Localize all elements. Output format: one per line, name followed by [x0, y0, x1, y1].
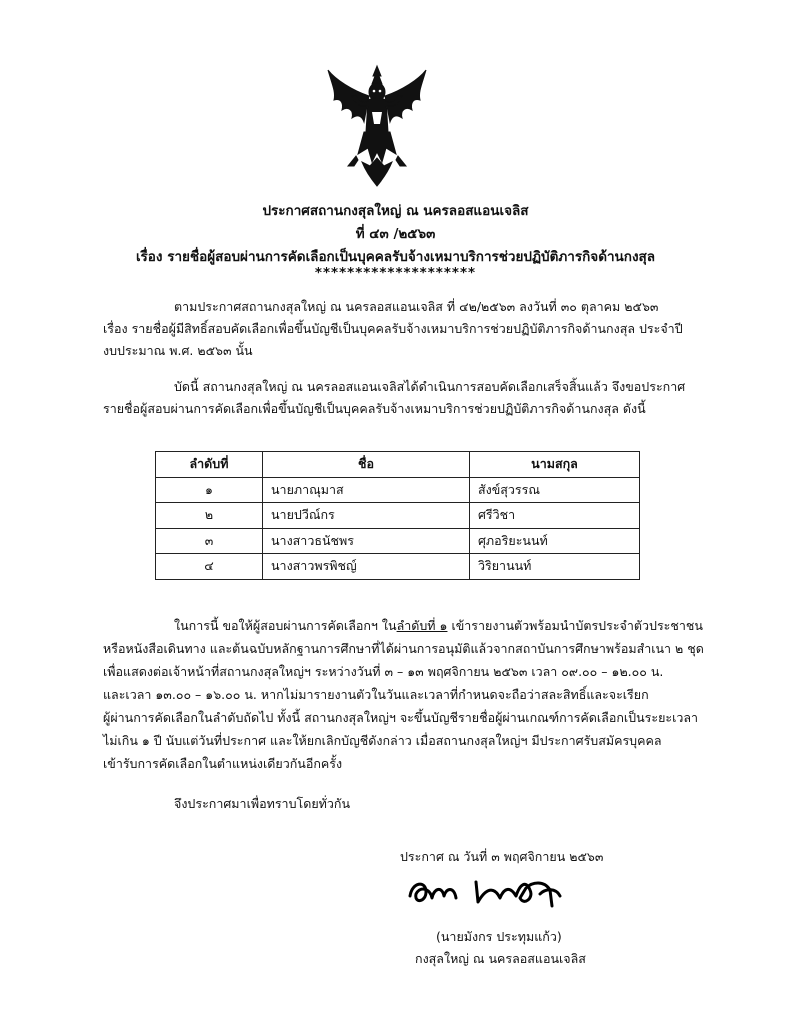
table-row [156, 528, 640, 554]
paragraph-1-line-3: งบประมาณ พ.ศ. ๒๕๖๓ นั้น [103, 343, 253, 358]
paragraph-3-line-4: และเวลา ๑๓.๐๐ – ๑๖.๐๐ น. หากไม่มารายงานตัวในวันและเวลาที่กำหนดจะถือว่าสละสิทธิ์และจะเรียก [103, 687, 649, 702]
garuda-emblem [322, 62, 432, 190]
paragraph-3-line-2: หรือหนังสือเดินทาง และต้นฉบับหลักฐานการศึกษาที่ได้ผ่านการอนุมัติแล้วจากสถาบันการศึกษาพร้อมสำเนา ๒ ชุด [103, 641, 704, 656]
table-row [156, 477, 640, 503]
underlined-rank: ลำดับที่ ๑ [396, 618, 448, 633]
table-row [156, 503, 640, 529]
row-number: ๑ [156, 477, 263, 503]
table-row [156, 554, 640, 580]
row-name: นางสาวธนัชพร [263, 528, 470, 554]
row-name: นางสาวพรพิชญ์ [263, 554, 470, 580]
column-header-order: ลำดับที่ [156, 452, 263, 478]
paragraph-1-line-2: เรื่อง รายชื่อผู้มีสิทธิ์สอบคัดเลือกเพื่อขึ้นบัญชีเป็นบุคคลรับจ้างเหมาบริการช่วยปฏิบัติภารกิจด้านกงสุล ประจำปี [103, 321, 683, 336]
row-surname: ศุภอริยะนนท์ [470, 528, 640, 554]
column-header-surname: นามสกุล [470, 452, 640, 478]
row-name: นายภาณุมาส [263, 477, 470, 503]
row-surname: วิริยานนท์ [470, 554, 640, 580]
closing-statement: จึงประกาศมาเพื่อทราบโดยทั่วกัน [174, 796, 351, 811]
paragraph-3-line-1 [174, 615, 774, 637]
signatory-position: กงสุลใหญ่ ณ นครลอสแอนเจลิส [415, 951, 586, 966]
table-header-row [156, 452, 640, 478]
row-number: ๒ [156, 503, 263, 529]
row-number: ๔ [156, 554, 263, 580]
announcement-date: ประกาศ ณ วันที่ ๓ พฤศจิกายน ๒๕๖๓ [400, 849, 604, 864]
paragraph-2-line-2: รายชื่อผู้สอบผ่านการคัดเลือกเพื่อขึ้นบัญชีเป็นบุคคลรับจ้างเหมาบริการช่วยปฏิบัติภารกิจด้านกงสุล ดังนี้ [103, 401, 646, 416]
announcement-number: ที่ ๔๓ /๒๕๖๓ [355, 226, 436, 242]
announcement-subject: เรื่อง รายชื่อผู้สอบผ่านการคัดเลือกเป็นบุคคลรับจ้างเหมาบริการช่วยปฏิบัติภารกิจด้านกงสุล [135, 249, 656, 265]
column-header-name: ชื่อ [263, 452, 470, 478]
paragraph-2-line-1: บัดนี้ สถานกงสุลใหญ่ ณ นครลอสแอนเจลิสได้ดำเนินการสอบคัดเลือกเสร็จสิ้นแล้ว จึงขอประกาศ [174, 379, 686, 394]
row-surname: สังข์สุวรรณ [470, 477, 640, 503]
paragraph-3-line-6: ไม่เกิน ๑ ปี นับแต่วันที่ประกาศ และให้ยกเลิกบัญชีดังกล่าว เมื่อสถานกงสุลใหญ่ฯ มีประกาศรับสมัครบุคคล [103, 733, 662, 748]
paragraph-3-line-5: ผู้ผ่านการคัดเลือกในลำดับถัดไป ทั้งนี้ สถานกงสุลใหญ่ฯ จะขึ้นบัญชีรายชื่อผู้ผ่านเกณฑ์การคัดเลือกเป็นระยะเวลา [103, 710, 699, 725]
paragraph-3-text-post: เข้ารายงานตัวพร้อมนำบัตรประจำตัวประชาชน [447, 618, 703, 633]
signatory-name: (นายมังกร ประทุมแก้ว) [436, 929, 562, 944]
handwritten-signature [404, 868, 574, 916]
paragraph-3-line-3: เพื่อแสดงต่อเจ้าหน้าที่สถานกงสุลใหญ่ฯ ระหว่างวันที่ ๓ – ๑๓ พฤศจิกายน ๒๕๖๓ เวลา ๐๙.๐๐ – ๑๒.๐๐ น. [103, 664, 664, 679]
paragraph-3-text-pre: ในการนี้ ขอให้ผู้สอบผ่านการคัดเลือกฯ ใน [174, 618, 397, 633]
paragraph-1-line-1: ตามประกาศสถานกงสุลใหญ่ ณ นครลอสแอนเจลิส ที่ ๔๒/๒๕๖๓ ลงวันที่ ๓๐ ตุลาคม ๒๕๖๓ [174, 299, 659, 314]
announcement-title: ประกาศสถานกงสุลใหญ่ ณ นครลอสแอนเจลิส [262, 203, 529, 219]
row-surname: ศรีวิชา [470, 503, 640, 529]
passed-candidates-table [155, 451, 640, 580]
header-divider: ******************** [314, 265, 477, 281]
paragraph-3-line-7: เข้ารับการคัดเลือกในตำแหน่งเดียวกันอีกครั้ง [103, 756, 343, 771]
row-number: ๓ [156, 528, 263, 554]
row-name: นายปวีณ์กร [263, 503, 470, 529]
